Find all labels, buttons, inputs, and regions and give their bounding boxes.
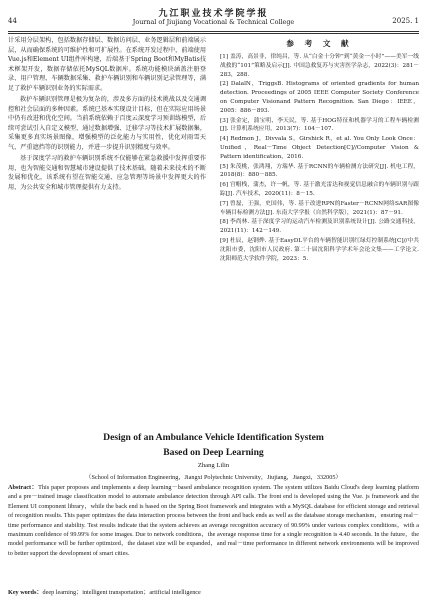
english-author: Zhang Lilin: [197, 462, 230, 469]
header-rule-bottom: [8, 33, 419, 34]
keywords-label: Key words：: [8, 589, 43, 596]
page-number: 44: [8, 17, 17, 25]
english-keywords: [8, 588, 419, 597]
reference-list: [220, 53, 419, 263]
references-heading: 参 考 文 献: [286, 39, 353, 48]
english-title: [8, 430, 419, 460]
reference-item: [7] 曾磊，王强，史国伟，等. 基于改进RPN的Faster－RCNN网络SAR图像车辆目标检测方法[J]. 东南大学学报（自然科学版），2021(1)：87－91.: [220, 200, 419, 216]
reference-item: [6] 宫帽栈，蒲杰，许一帆，等. 基于激光雷达和视觉信息融合的车辆识别与跟踪[J]. 汽车技术，2020(11)：8－15.: [220, 182, 419, 197]
english-title-line: Design of an Ambulance Vehicle Identification System: [103, 432, 324, 443]
page-header: [8, 5, 419, 31]
issue-number: 2025. 1: [392, 17, 419, 25]
body-paragraph: 计采用分层架构，包括数据存储层、数据访问层、业务逻辑层和前端展示层，从而确保系统的可维护性和可扩展性。在系统开发过程中，前端使用Vue.js和Element UI组件库构建，后端基于Spring Boot和MyBatis技术框架开发，数据存储依托MySQL数据库。系统功能模块涵盖注册登录、用户管理、车辆数据采集、救护车辆识别和车辆识别记录管理等，满足了救护车辆识别业务的实际需求。: [8, 37, 206, 92]
abstract-text: This paper proposes and implements a deep learning－based ambulance recognition system. The system utilizes Baidu Cloud's deep learning platform and a pre－trained image classification model to automate ambulance detection through API calls. The front end is developed using the Vue. js framework and the Element UI component library，while the back end is based on the Spring Boot framework and integrates with a MySQL database for efficient storage and retrieval of recognition results. This paper optimizes the data interaction process between the front and back ends as well as the database storage mechanism，ensuring real－time performance and stability. Test results indicate that the system achieves an average recognition accuracy of 90.99% under various complex conditions，with a maximum confidence of 99.99% for some images. Due to network conditions，the average response time for a single recognition is 4.40 seconds. In the future，the model performance will be further optimized，the dataset size will be expanded，and real－time performance in different network environments will be improved to better support the development of smart cities.: [8, 484, 419, 557]
journal-title-en: Journal of Jiujiang Vocational & Technical College: [132, 18, 295, 26]
body-paragraph: 救护车辆识别管理是极为复杂的，涉及多方面的技术挑战以及交通调控和社会层面的多种因素。系统已基本实现设计目标，但在实际应用场景中仍有改进和优化空间。当前系统依赖于百度云深度学习预训练模型，后续可尝试引入自定义模型，通过数据增强、迁移学习等技术扩展数据集，采集更多真实场景图像，增强模型的泛化能力与实用性，优化对雨雪天气、严重遮挡等的识别能力，并进一步提升识别精度与效率。: [8, 96, 206, 152]
journal-title-cn: 九江职业技术学院学报: [158, 9, 269, 19]
body-paragraph: 基于深度学习的救护车辆识别系统不仅能够在紧急救援中发挥重要作用，也为智能交通和智慧城市建设提供了技术基础。随着未来技术的不断发展和优化，该系统有望在智能交通、应急管理等场景中发挥更大的作用，为公共安全和城市管理提供有力支持。: [8, 155, 206, 191]
header-rule-top: [8, 31, 419, 32]
reference-item: [5] 朱茂桃，张鸿翔，方瑞华. 基于RCNN的车辆检测方法研究[J]. 机电工程，2018(8)：880－885.: [220, 163, 419, 179]
body-text-column: [8, 36, 206, 194]
reference-item: [1] 盖涛，高景非，律纯昌，等. 从“白金十分钟”到“黄金一小时”——美军一线战救的“101”策略及启示[J]. 中国急救复苏与灾害医学杂志，2022(3)：281－283，288.: [220, 54, 419, 78]
reference-item: [8] 李尚林. 基于深度学习的运动汽车检测及识别系统设计[J]. 公路交通科技，2021(11)：142－149.: [220, 219, 419, 235]
references-column: [220, 36, 419, 264]
reference-item: [4] Redmon J，Divvala S，Girshick R，et al. You Only Look Once：Unified，Real－Time Object Detection[C]//Computer Vision & Pattern identification，2016.: [220, 136, 419, 160]
reference-item: [2] DalalN，TriggsB. Histograms of oriented gradients for human detection. Proceedings of 2005 IEEE Computer Society Conference on Computer Visionand Pattern Recognition. San Diego：IEEE，2005：886－893.: [220, 81, 419, 114]
keywords-text: deep learning；intelligent transportation；artificial intelligence: [42, 589, 201, 596]
abstract-label: Abstract：: [8, 484, 39, 491]
reference-item: [3] 张金定，蒲宝明，李天民，等. 基于HOG特征和机器学习的工程车辆检测[J]. 计算机系统应用，2013(7)：104－107.: [220, 117, 419, 133]
english-affiliation: （School of Information Engineering，Jiangxi Polytechnic University，Jiujiang，Jiangxi，332005）: [85, 474, 342, 481]
reference-item: [9] 杜辰，赵钢烨. 基于EasyDL平台的车辆智能识别红绿灯控制系统[C]//中共沈阳市委，沈阳市人民政府. 第二十届沈阳科学学术年会论文集——工学论文. 沈阳师范大学软件学院，2023：5.: [220, 237, 419, 262]
english-abstract: [8, 483, 419, 558]
english-title-line: Based on Deep Learning: [163, 447, 264, 458]
